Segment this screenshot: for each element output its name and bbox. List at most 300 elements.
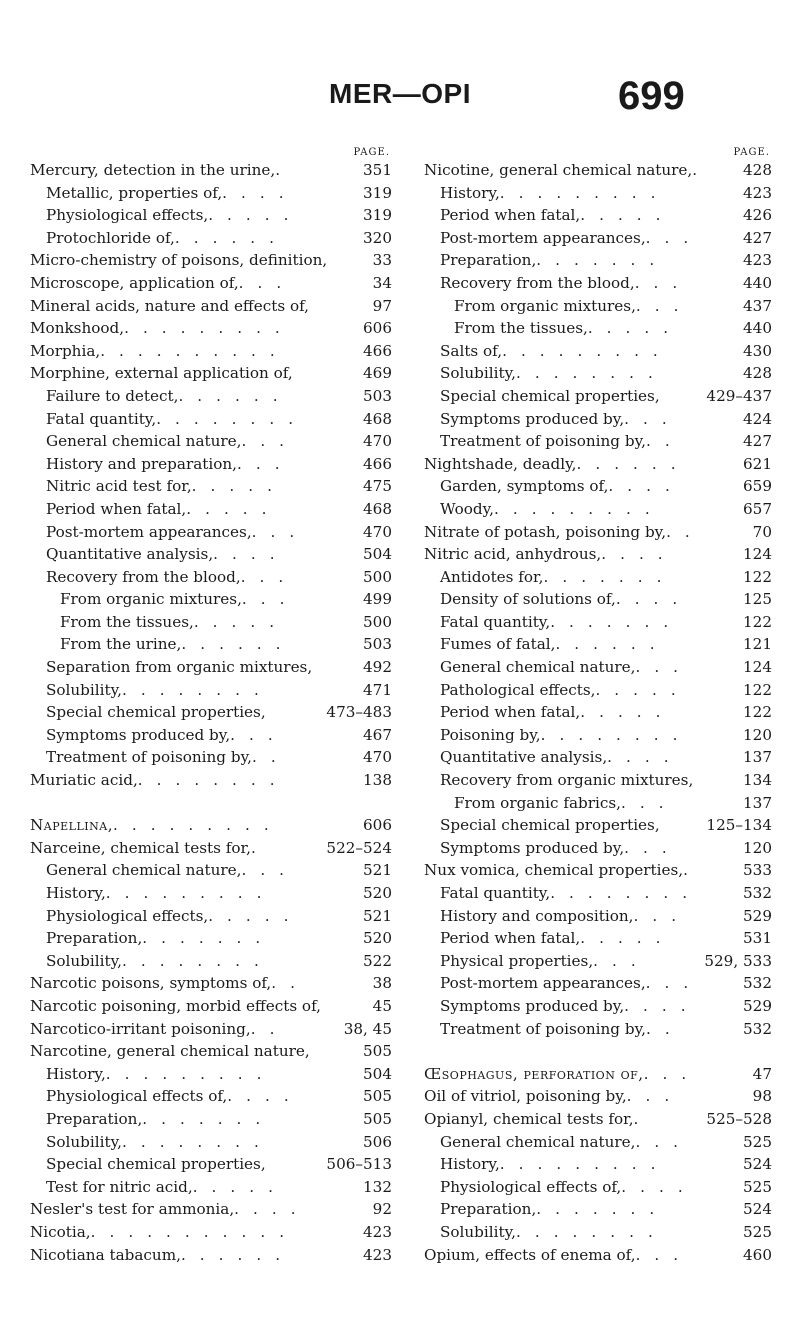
index-entry bbox=[424, 1131, 772, 1154]
index-entry bbox=[30, 611, 392, 634]
index-entry bbox=[30, 1108, 392, 1131]
entry-page-ref: 468 bbox=[363, 499, 392, 518]
entry-page-ref: 70 bbox=[752, 522, 772, 541]
entry-term: Nicotine, general chemical nature, bbox=[424, 161, 693, 179]
index-entry bbox=[30, 995, 392, 1018]
entry-page-ref: 506–513 bbox=[326, 1155, 392, 1174]
entry-page-ref: 469 bbox=[363, 364, 392, 383]
index-entry bbox=[30, 837, 392, 860]
index-entry bbox=[30, 701, 392, 724]
entry-leader-dots: . . . . . . . bbox=[536, 1200, 659, 1219]
entry-term: Post-mortem appearances, bbox=[440, 974, 646, 993]
entry-page-ref: 426 bbox=[743, 206, 772, 225]
entry-leader-dots: . . . bbox=[626, 1087, 674, 1106]
entry-leader-dots: . . . . . . . . . . bbox=[100, 341, 280, 360]
entry-leader-dots: . . . . . . . . . bbox=[105, 1064, 267, 1083]
entry-page-ref: 529, 533 bbox=[704, 951, 772, 970]
index-entry bbox=[30, 204, 392, 227]
index-entry bbox=[424, 385, 772, 408]
index-entry bbox=[424, 859, 772, 882]
entry-term: Nesler's test for ammonia, bbox=[30, 1200, 235, 1219]
entry-page-ref: 38, 45 bbox=[343, 1019, 392, 1038]
index-entry bbox=[30, 295, 392, 318]
entry-leader-dots: . . . . bbox=[222, 183, 289, 202]
entry-term: Monkshood, bbox=[30, 319, 125, 338]
index-entry bbox=[30, 656, 392, 679]
entry-page-ref: 468 bbox=[363, 409, 392, 428]
index-entry bbox=[424, 995, 772, 1018]
entry-term: History and composition, bbox=[440, 906, 634, 925]
entry-leader-dots: . . . bbox=[593, 951, 641, 970]
entry-leader-dots: . . bbox=[271, 974, 300, 993]
entry-page-ref: 532 bbox=[743, 1019, 772, 1038]
entry-term: Solubility, bbox=[440, 364, 516, 383]
entry-leader-dots: . . . . bbox=[234, 1200, 301, 1219]
running-title: MER—OPI bbox=[329, 78, 471, 109]
entry-page-ref: 467 bbox=[363, 725, 392, 744]
index-entry bbox=[30, 769, 392, 792]
index-column-left bbox=[30, 146, 392, 1266]
index-entry bbox=[424, 905, 772, 928]
entry-page-ref: 500 bbox=[363, 612, 392, 631]
entry-leader-dots bbox=[312, 656, 359, 679]
entry-term: Fatal quantity, bbox=[46, 409, 157, 428]
entry-leader-dots: . . . bbox=[241, 861, 289, 880]
entry-term: Special chemical properties, bbox=[440, 386, 660, 405]
index-entry bbox=[30, 814, 392, 837]
entry-leader-dots: . . . . . . . . . bbox=[502, 341, 663, 360]
index-entry bbox=[424, 1198, 772, 1221]
entry-term: History and preparation, bbox=[46, 454, 237, 473]
entry-term: Test for nitric acid, bbox=[46, 1177, 193, 1196]
entry-leader-dots: . bbox=[633, 1109, 643, 1128]
entry-leader-dots: . . bbox=[250, 1019, 280, 1038]
entry-term: Separation from organic mixtures, bbox=[46, 658, 313, 677]
index-entry bbox=[30, 1131, 392, 1154]
entry-page-ref: 429–437 bbox=[706, 386, 772, 405]
entry-term: Preparation, bbox=[440, 1200, 537, 1219]
index-entry bbox=[424, 769, 772, 792]
entry-term: General chemical nature, bbox=[46, 432, 242, 451]
index-entry bbox=[30, 385, 392, 408]
entry-leader-dots: . . . . . bbox=[580, 206, 666, 225]
index-entry bbox=[30, 272, 392, 295]
entry-leader-dots: . . . . . bbox=[191, 477, 277, 496]
index-entry bbox=[424, 792, 772, 815]
entry-leader-dots: . . . . . . . . bbox=[550, 884, 692, 902]
entry-leader-dots: . . . bbox=[241, 432, 289, 451]
entry-leader-dots bbox=[660, 814, 703, 837]
entry-page-ref: 470 bbox=[363, 748, 392, 767]
entry-term: Oil of vitriol, poisoning by, bbox=[424, 1087, 627, 1106]
entry-leader-dots bbox=[693, 769, 739, 792]
index-entry bbox=[30, 227, 392, 250]
entry-leader-dots: . . . . . bbox=[208, 206, 294, 225]
index-entry bbox=[30, 408, 392, 431]
index-entry bbox=[424, 182, 772, 205]
entry-page-ref: 92 bbox=[372, 1200, 392, 1219]
entry-term: From organic mixtures, bbox=[454, 296, 636, 315]
index-entry bbox=[30, 362, 392, 385]
index-entry bbox=[424, 362, 772, 385]
index-entry bbox=[424, 1085, 772, 1108]
index-entry bbox=[424, 1108, 772, 1131]
entry-leader-dots: . . bbox=[645, 432, 675, 451]
entry-term: Solubility, bbox=[46, 1132, 122, 1151]
entry-page-ref: 522–524 bbox=[326, 838, 392, 857]
entry-term: Recovery from the blood, bbox=[46, 567, 241, 586]
entry-leader-dots: . . . . . . . bbox=[536, 251, 659, 270]
entry-leader-dots: . . . bbox=[635, 1245, 683, 1264]
entry-leader-dots: . . bbox=[666, 522, 695, 541]
entry-term: Morphine, external application of, bbox=[30, 364, 293, 383]
entry-leader-dots: . . . . bbox=[624, 996, 691, 1015]
entry-page-ref: 122 bbox=[743, 680, 772, 699]
entry-page-ref: 606 bbox=[363, 319, 392, 338]
entry-term: Preparation, bbox=[46, 929, 143, 948]
index-entry bbox=[30, 859, 392, 882]
index-entry bbox=[424, 272, 772, 295]
entry-leader-dots bbox=[266, 1153, 323, 1176]
index-entry bbox=[424, 249, 772, 272]
entry-term: From the urine, bbox=[60, 635, 182, 654]
entry-leader-dots: . . . . . bbox=[208, 906, 294, 925]
entry-term: Period when fatal, bbox=[440, 703, 581, 722]
entry-term: Nicotiana tabacum, bbox=[30, 1245, 181, 1264]
entry-leader-dots: . . . . . . . . . bbox=[493, 499, 655, 518]
entry-page-ref: 522 bbox=[363, 951, 392, 970]
index-entry bbox=[424, 204, 772, 227]
index-entry bbox=[30, 453, 392, 476]
entry-term: Symptoms produced by, bbox=[46, 725, 231, 744]
index-entry bbox=[424, 1018, 772, 1041]
index-entry bbox=[30, 543, 392, 566]
entry-page-ref: 440 bbox=[743, 273, 772, 292]
entry-term: General chemical nature, bbox=[46, 861, 242, 880]
entry-leader-dots: . . bbox=[251, 748, 281, 767]
entry-term: Post-mortem appearances, bbox=[440, 228, 646, 247]
index-entry bbox=[424, 882, 772, 905]
index-entry bbox=[30, 1176, 392, 1199]
index-entry bbox=[424, 453, 772, 476]
entry-page-ref: 621 bbox=[743, 454, 772, 473]
index-entry bbox=[30, 566, 392, 589]
entry-leader-dots: . . . . . . . . bbox=[515, 364, 658, 383]
entry-page-ref: 440 bbox=[743, 319, 772, 338]
entry-leader-dots bbox=[327, 249, 368, 272]
entry-term: Treatment of poisoning by, bbox=[46, 748, 252, 767]
index-entry bbox=[424, 408, 772, 431]
index-entry bbox=[30, 588, 392, 611]
index-entry bbox=[30, 724, 392, 747]
page-column-label: PAGE. bbox=[353, 147, 390, 158]
index-entry bbox=[424, 317, 772, 340]
entry-leader-dots bbox=[266, 701, 323, 724]
page-header bbox=[0, 74, 800, 128]
entry-page-ref: 427 bbox=[743, 228, 772, 247]
entry-leader-dots: . . . bbox=[238, 273, 286, 292]
index-entry bbox=[30, 972, 392, 995]
entry-page-ref: 521 bbox=[363, 906, 392, 925]
entry-page-ref: 529 bbox=[743, 996, 772, 1015]
right-entries bbox=[424, 159, 772, 1266]
entry-page-ref: 33 bbox=[372, 251, 392, 270]
entry-leader-dots: . . . . bbox=[213, 545, 280, 564]
entry-page-ref: 505 bbox=[363, 1087, 392, 1106]
entry-term: Special chemical properties, bbox=[440, 816, 660, 835]
index-entry bbox=[30, 1221, 392, 1244]
entry-leader-dots: . . . . bbox=[608, 477, 675, 496]
entry-term: Failure to detect, bbox=[46, 386, 179, 405]
entry-leader-dots: . . . . . bbox=[580, 929, 666, 948]
index-entry bbox=[424, 1221, 772, 1244]
index-entry bbox=[30, 950, 392, 973]
entry-page-ref: 525 bbox=[743, 1177, 772, 1196]
entry-term: Œsophagus, perforation of, bbox=[424, 1064, 644, 1083]
index-entry bbox=[30, 159, 392, 182]
index-entry bbox=[30, 1040, 392, 1063]
entry-page-ref: 423 bbox=[743, 183, 772, 202]
entry-leader-dots: . . . . . . . . . . . bbox=[90, 1222, 289, 1241]
entry-term: Morphia, bbox=[30, 341, 101, 360]
index-entry bbox=[30, 1063, 392, 1086]
entry-leader-dots: . . . . bbox=[227, 1087, 294, 1106]
entry-page-ref: 524 bbox=[743, 1155, 772, 1174]
entry-page-ref: 125–134 bbox=[706, 816, 772, 835]
index-entry bbox=[424, 566, 772, 589]
entry-leader-dots: . . . bbox=[645, 228, 693, 247]
entry-page-ref: 122 bbox=[743, 567, 772, 586]
entry-leader-dots: . . . bbox=[645, 974, 693, 993]
entry-page-ref: 532 bbox=[743, 884, 772, 902]
index-entry bbox=[30, 475, 392, 498]
entry-term: Physiological effects, bbox=[46, 206, 209, 225]
entry-leader-dots: . . . bbox=[251, 522, 299, 541]
index-entry bbox=[424, 521, 772, 544]
entry-page-ref: 500 bbox=[363, 567, 392, 586]
entry-page-ref: 606 bbox=[363, 816, 392, 835]
entry-leader-dots: . . . . . . . . bbox=[137, 771, 280, 790]
entry-leader-dots: . . . . . . . bbox=[550, 612, 673, 631]
index-entry bbox=[30, 927, 392, 950]
index-entry bbox=[30, 498, 392, 521]
entry-leader-dots: . . . . bbox=[607, 748, 674, 767]
entry-term: Post-mortem appearances, bbox=[46, 522, 252, 541]
entry-term: General chemical nature, bbox=[440, 1132, 636, 1151]
entry-page-ref: 137 bbox=[743, 793, 772, 812]
entry-leader-dots: . . . . . bbox=[587, 319, 673, 338]
entry-leader-dots bbox=[293, 362, 359, 385]
entry-term: Density of solutions of, bbox=[440, 590, 616, 609]
entry-term: Symptoms produced by, bbox=[440, 996, 625, 1015]
entry-leader-dots: . . . bbox=[643, 1064, 691, 1083]
entry-term: Micro-chemistry of poisons, definition, bbox=[30, 251, 328, 270]
index-entry bbox=[424, 475, 772, 498]
entry-term: General chemical nature, bbox=[440, 658, 636, 677]
entry-leader-dots: . bbox=[683, 861, 693, 880]
entry-term: Narcotico-irritant poisoning, bbox=[30, 1019, 251, 1038]
index-entry bbox=[30, 746, 392, 769]
entry-term: Narcotine, general chemical nature, bbox=[30, 1042, 310, 1061]
entry-leader-dots: . . . . . . bbox=[181, 635, 286, 654]
entry-term: Symptoms produced by, bbox=[440, 838, 625, 857]
entry-term: Physical properties, bbox=[440, 951, 594, 970]
entry-page-ref: 533 bbox=[743, 861, 772, 880]
entry-leader-dots: . . . bbox=[241, 590, 290, 609]
index-entry bbox=[424, 746, 772, 769]
section-gap bbox=[30, 792, 392, 815]
entry-term: Recovery from the blood, bbox=[440, 273, 635, 292]
entry-leader-dots: . . . bbox=[634, 273, 682, 292]
entry-term: Microscope, application of, bbox=[30, 273, 239, 292]
index-entry bbox=[30, 1198, 392, 1221]
entry-page-ref: 505 bbox=[363, 1042, 392, 1061]
index-entry bbox=[30, 249, 392, 272]
entry-term: Opium, effects of enema of, bbox=[424, 1245, 636, 1264]
entry-term: Physiological effects of, bbox=[440, 1177, 622, 1196]
entry-term: Nicotia, bbox=[30, 1222, 91, 1241]
entry-leader-dots: . . . . . . . . . bbox=[499, 183, 661, 202]
entry-page-ref: 47 bbox=[752, 1064, 772, 1083]
entry-leader-dots: . . . . . . . . bbox=[156, 409, 298, 428]
entry-page-ref: 525–528 bbox=[706, 1109, 772, 1128]
entry-page-ref: 428 bbox=[743, 364, 772, 383]
entry-term: Symptoms produced by, bbox=[440, 409, 625, 428]
entry-term: Preparation, bbox=[46, 1109, 143, 1128]
entry-leader-dots: . . bbox=[645, 1019, 675, 1038]
entry-leader-dots: . . . . . bbox=[186, 499, 272, 518]
entry-term: Mercury, detection in the urine, bbox=[30, 161, 276, 179]
entry-leader-dots: . . . . . . . bbox=[142, 929, 265, 948]
entry-leader-dots: . . . bbox=[620, 793, 669, 812]
section-gap bbox=[424, 1040, 772, 1063]
entry-leader-dots: . . . bbox=[624, 409, 672, 428]
entry-leader-dots: . . . . . . . bbox=[543, 567, 667, 586]
entry-leader-dots: . bbox=[275, 161, 285, 179]
entry-term: Opianyl, chemical tests for, bbox=[424, 1109, 634, 1128]
entry-leader-dots: . . . . . . . . . bbox=[124, 319, 285, 338]
entry-page-ref: 120 bbox=[743, 838, 772, 857]
entry-leader-dots: . . . bbox=[633, 906, 681, 925]
page-number: 699 bbox=[618, 74, 685, 118]
entry-page-ref: 520 bbox=[363, 929, 392, 948]
entry-leader-dots: . . . . . bbox=[192, 1177, 278, 1196]
entry-leader-dots: . . . . . . . . bbox=[121, 680, 264, 699]
entry-page-ref: 319 bbox=[363, 206, 392, 225]
entry-term: Narcotic poisons, symptoms of, bbox=[30, 974, 272, 993]
entry-term: Solubility, bbox=[440, 1222, 516, 1241]
index-entry bbox=[30, 633, 392, 656]
entry-leader-dots: . . . . bbox=[621, 1177, 688, 1196]
entry-term: From organic fabrics, bbox=[454, 793, 621, 812]
index-entry bbox=[424, 1244, 772, 1267]
entry-leader-dots bbox=[309, 295, 369, 318]
entry-page-ref: 499 bbox=[363, 590, 392, 609]
entry-term: History, bbox=[46, 884, 106, 902]
index-entry bbox=[424, 972, 772, 995]
index-entry bbox=[424, 1063, 772, 1086]
entry-leader-dots: . . . bbox=[236, 454, 285, 473]
entry-page-ref: 319 bbox=[363, 183, 392, 202]
index-entry bbox=[30, 430, 392, 453]
entry-term: Narceine, chemical tests for, bbox=[30, 838, 251, 857]
entry-leader-dots: . . . . . . . . . bbox=[499, 1155, 661, 1174]
entry-leader-dots: . bbox=[250, 838, 261, 857]
index-entry bbox=[424, 227, 772, 250]
entry-term: History, bbox=[440, 1155, 500, 1174]
entry-leader-dots: . . . . . bbox=[580, 703, 666, 722]
entry-term: Metallic, properties of, bbox=[46, 183, 223, 202]
entry-leader-dots: . . . bbox=[624, 838, 672, 857]
entry-page-ref: 138 bbox=[363, 771, 392, 790]
entry-leader-dots bbox=[660, 385, 703, 408]
index-entry bbox=[30, 340, 392, 363]
entry-leader-dots: . . . . . . . . bbox=[121, 1132, 264, 1151]
index-entry bbox=[424, 1153, 772, 1176]
entry-page-ref: 471 bbox=[363, 680, 392, 699]
entry-page-ref: 503 bbox=[363, 386, 392, 405]
entry-page-ref: 427 bbox=[743, 432, 772, 451]
page-column-label: PAGE. bbox=[733, 147, 770, 158]
entry-page-ref: 423 bbox=[363, 1222, 392, 1241]
index-entry bbox=[424, 950, 772, 973]
entry-term: Antidotes for, bbox=[440, 567, 544, 586]
entry-page-ref: 423 bbox=[743, 251, 772, 270]
entry-term: Special chemical properties, bbox=[46, 703, 266, 722]
entry-term: Poisoning by, bbox=[440, 725, 541, 744]
entry-page-ref: 470 bbox=[363, 522, 392, 541]
entry-page-ref: 531 bbox=[743, 929, 772, 948]
entry-term: Muriatic acid, bbox=[30, 771, 138, 790]
entry-leader-dots: . . . bbox=[240, 567, 288, 586]
index-entry bbox=[30, 1153, 392, 1176]
entry-page-ref: 423 bbox=[363, 1245, 392, 1264]
entry-term: Treatment of poisoning by, bbox=[440, 432, 646, 451]
entry-term: Nightshade, deadly, bbox=[424, 454, 577, 473]
entry-leader-dots: . . . . . . bbox=[576, 454, 681, 473]
entry-leader-dots: . . . . . . bbox=[174, 228, 279, 247]
entry-term: Salts of, bbox=[440, 341, 503, 360]
entry-term: Recovery from organic mixtures, bbox=[440, 771, 694, 790]
entry-leader-dots: . . . . . . . . bbox=[121, 951, 264, 970]
entry-term: Nitric acid, anhydrous, bbox=[424, 545, 602, 564]
entry-page-ref: 492 bbox=[363, 658, 392, 677]
entry-term: Napellina, bbox=[30, 816, 114, 835]
entry-page-ref: 475 bbox=[363, 477, 392, 496]
entry-page-ref: 529 bbox=[743, 906, 772, 925]
index-entry bbox=[424, 724, 772, 747]
entry-page-ref: 532 bbox=[743, 974, 772, 993]
entry-page-ref: 521 bbox=[363, 861, 392, 880]
left-entries bbox=[30, 159, 392, 1266]
entry-page-ref: 524 bbox=[743, 1200, 772, 1219]
entry-page-ref: 466 bbox=[363, 341, 392, 360]
entry-term: Period when fatal, bbox=[46, 499, 187, 518]
entry-leader-dots: . . . . bbox=[601, 545, 668, 564]
entry-term: Preparation, bbox=[440, 251, 537, 270]
entry-page-ref: 125 bbox=[743, 590, 772, 609]
index-entry bbox=[424, 295, 772, 318]
entry-page-ref: 505 bbox=[363, 1109, 392, 1128]
entry-leader-dots: . . . bbox=[635, 296, 684, 315]
index-entry bbox=[30, 905, 392, 928]
entry-page-ref: 122 bbox=[743, 612, 772, 631]
index-entry bbox=[424, 814, 772, 837]
entry-page-ref: 424 bbox=[743, 409, 772, 428]
entry-page-ref: 525 bbox=[743, 1222, 772, 1241]
index-entry bbox=[30, 1085, 392, 1108]
index-entry bbox=[424, 430, 772, 453]
